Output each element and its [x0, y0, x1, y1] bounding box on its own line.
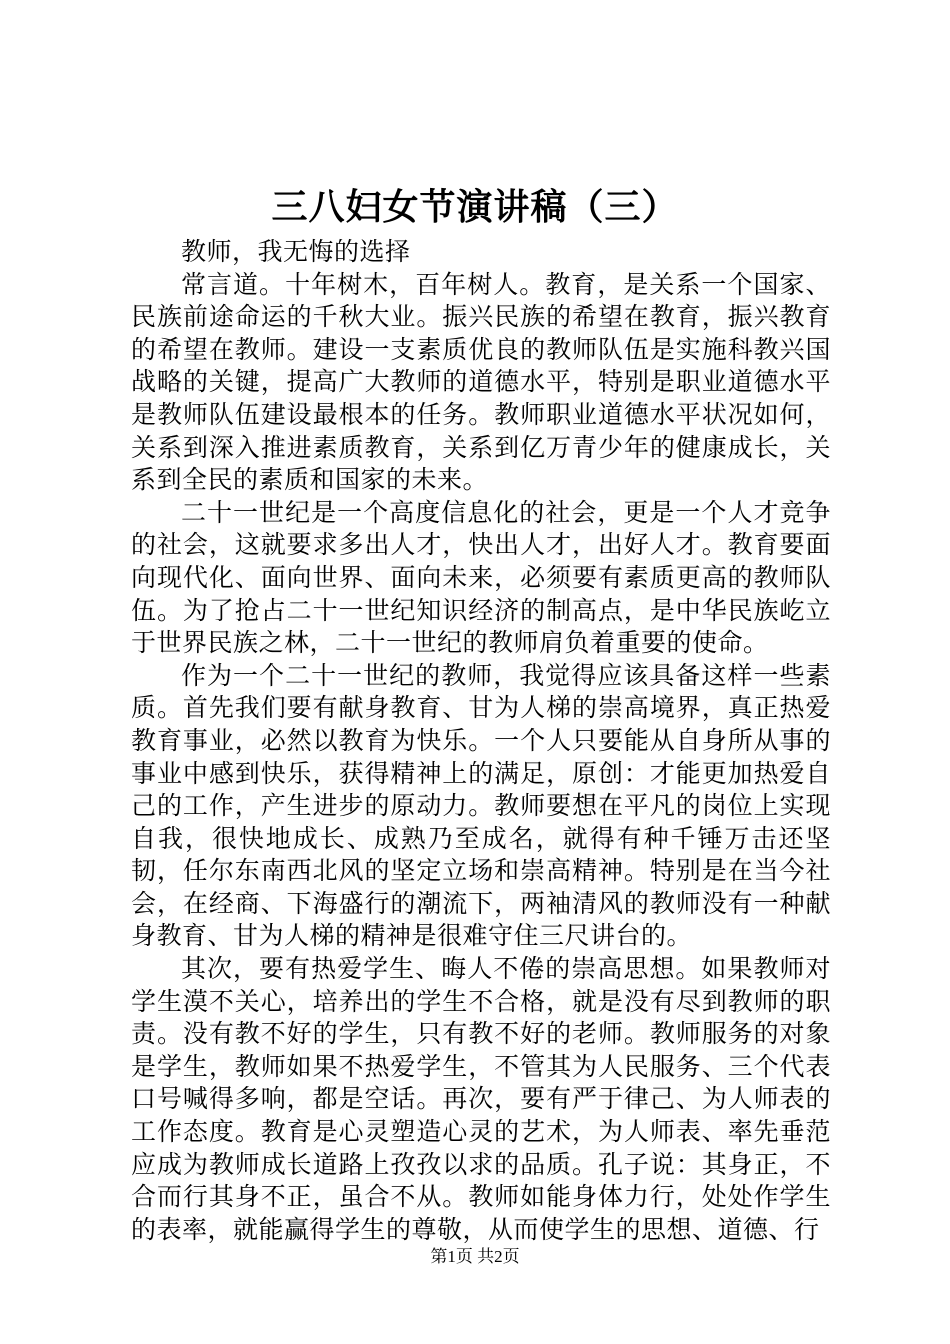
- document-title: 三八妇女节演讲稿（三）: [271, 187, 679, 228]
- paragraph-3: 作为一个二十一世纪的教师，我觉得应该具备这样一些素质。首先我们要有献身教育、甘为人梯的崇高境界，真正热爱教育事业，必然以教育为快乐。一个人只要能从自身所从事的事业中感到快乐，获得精神上的满足，原创：才能更加热爱自己的工作，产生进步的原动力。教师要想在平凡的岗位上实现自我，很快地成长、成熟乃至成名，就得有种千锤万击还坚韧，任尔东南西北风的坚定立场和崇高精神。特别是在当今社会，在经商、下海盛行的潮流下，两袖清风的教师没有一种献身教育、甘为人梯的精神是很难守住三尺讲台的。: [131, 660, 831, 951]
- page-footer: 第1页 共2页: [430, 1247, 520, 1266]
- paragraph-1: 常言道。十年树木，百年树人。教育，是关系一个国家、民族前途命运的千秋大业。振兴民族的希望在教育，振兴教育的希望在教师。建设一支素质优良的教师队伍是实施科教兴国战略的关键，提高广大教师的道德水平，特别是职业道德水平是教师队伍建设最根本的任务。教师职业道德水平状况如何，关系到深入推进素质教育，关系到亿万青少年的健康成长，关系到全民的素质和国家的未来。: [131, 269, 831, 495]
- paragraph-2: 二十一世纪是一个高度信息化的社会，更是一个人才竞争的社会，这就要求多出人才，快出人才，出好人才。教育要面向现代化、面向世界、面向未来，必须要有素质更高的教师队伍。为了抢占二十一世纪知识经济的制高点，是中华民族屹立于世界民族之林，二十一世纪的教师肩负着重要的使命。: [131, 497, 831, 658]
- document-body: [131, 236, 831, 1246]
- paragraph-4: 其次，要有热爱学生、晦人不倦的崇高思想。如果教师对学生漠不关心，培养出的学生不合格，就是没有尽到教师的职责。没有教不好的学生，只有教不好的老师。教师服务的对象是学生，教师如果不热爱学生，不管其为人民服务、三个代表口号喊得多响，都是空话。再次，要有严于律己、为人师表的工作态度。教育是心灵塑造心灵的艺术，为人师表、率先垂范应成为教师成长道路上孜孜以求的品质。孔子说：其身正，不合而行其身不正，虽合不从。教师如能身体力行，处处作学生的表率，就能赢得学生的尊敬，从而使学生的思想、道德、行: [131, 954, 831, 1244]
- paragraph-subtitle: 教师，我无悔的选择: [181, 237, 411, 266]
